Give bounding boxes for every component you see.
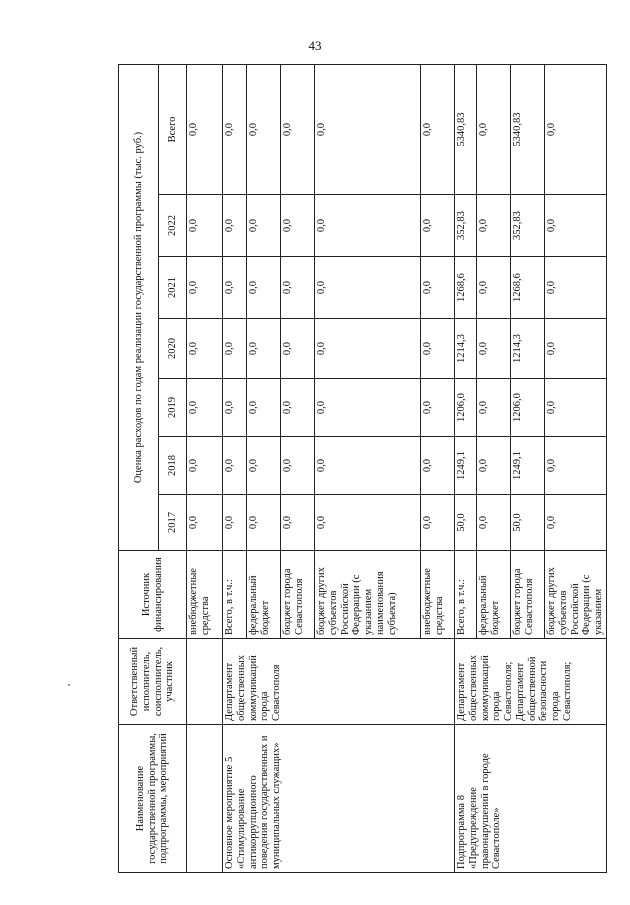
cell-total: 0,0 <box>545 64 607 194</box>
cell-value: 0,0 <box>223 195 247 257</box>
cell-value: 0,0 <box>223 257 247 319</box>
header-year: 2019 <box>159 379 187 437</box>
cell-value: 0,0 <box>545 195 607 257</box>
cell-value: 1268,6 <box>511 257 545 319</box>
cell-total: 0,0 <box>223 64 247 194</box>
page-number: 43 <box>308 38 322 53</box>
cell-source: федеральный бюджет <box>247 551 281 639</box>
cell-value: 0,0 <box>421 319 455 379</box>
cell-value: 0,0 <box>545 495 607 551</box>
cell-executor <box>187 639 223 725</box>
cell-value: 1249,1 <box>511 437 545 495</box>
cell-value: 0,0 <box>421 257 455 319</box>
cell-value: 0,0 <box>187 319 223 379</box>
cell-value: 0,0 <box>477 495 511 551</box>
cell-value: 1268,6 <box>455 257 477 319</box>
cell-value: 0,0 <box>187 379 223 437</box>
cell-value: 0,0 <box>247 257 281 319</box>
cell-value: 0,0 <box>477 379 511 437</box>
cell-value: 0,0 <box>281 319 315 379</box>
cell-source: Всего, в т.ч.: <box>455 551 477 639</box>
cell-value: 0,0 <box>247 437 281 495</box>
header-year: 2021 <box>159 257 187 319</box>
cell-value: 0,0 <box>281 257 315 319</box>
cell-value: 1206,0 <box>511 379 545 437</box>
header-year: 2018 <box>159 437 187 495</box>
header-executor: Ответственный исполнитель, соисполнитель, участник <box>119 639 187 725</box>
cell-value: 0,0 <box>187 195 223 257</box>
cell-value: 0,0 <box>223 437 247 495</box>
header-total: Всего <box>159 64 187 194</box>
cell-source: внебюджетные средства <box>187 551 223 639</box>
table-row <box>455 64 477 872</box>
cell-name: Подпрограмма 8 «Предупреждение правонарушений в городе Севастополе» <box>455 725 607 873</box>
cell-value: 0,0 <box>187 437 223 495</box>
cell-value: 0,0 <box>545 379 607 437</box>
cell-total: 0,0 <box>187 64 223 194</box>
cell-value: 0,0 <box>477 257 511 319</box>
cell-value: 0,0 <box>315 437 421 495</box>
cell-total: 0,0 <box>315 64 421 194</box>
cell-value: 0,0 <box>315 195 421 257</box>
cell-value: 0,0 <box>477 319 511 379</box>
cell-value: 0,0 <box>315 379 421 437</box>
cell-name: Основное мероприятие 5 «Стимулирование антикоррупционного поведения государственных и муниципальных служащих» <box>223 725 455 873</box>
cell-value: 1214,3 <box>455 319 477 379</box>
budget-table <box>118 64 607 873</box>
cell-value: 1249,1 <box>455 437 477 495</box>
cell-total: 0,0 <box>281 64 315 194</box>
cell-value: 50,0 <box>511 495 545 551</box>
cell-total: 0,0 <box>477 64 511 194</box>
cell-value: 50,0 <box>455 495 477 551</box>
cell-value: 352,83 <box>455 195 477 257</box>
table-body <box>187 64 607 872</box>
cell-source: бюджет других субъектов Российской Федерации (с указанием наименования субъекта) <box>315 551 421 639</box>
header-name: Наименование государственной программы, подпрограммы, мероприятий <box>119 725 187 873</box>
cell-value: 0,0 <box>281 437 315 495</box>
cell-value: 1214,3 <box>511 319 545 379</box>
header-year: 2022 <box>159 195 187 257</box>
cell-value: 0,0 <box>421 495 455 551</box>
cell-value: 0,0 <box>247 495 281 551</box>
rotated-table-container <box>118 65 604 873</box>
cell-source: бюджет города Севастополя <box>511 551 545 639</box>
cell-total: 5340,83 <box>455 64 477 194</box>
cell-executor: Департамент общественных коммуникаций города Севастополя; Департамент общественной безопасности города Севастополя; <box>455 639 607 725</box>
cell-total: 0,0 <box>247 64 281 194</box>
cell-total: 0,0 <box>421 64 455 194</box>
cell-value: 0,0 <box>315 257 421 319</box>
cell-value: 0,0 <box>223 495 247 551</box>
cell-source: внебюджетные средства <box>421 551 455 639</box>
scan-speck <box>68 684 70 686</box>
header-source: Источник финансирования <box>119 551 187 639</box>
cell-value: 0,0 <box>545 319 607 379</box>
cell-value: 0,0 <box>187 257 223 319</box>
cell-value: 0,0 <box>315 319 421 379</box>
cell-name <box>187 725 223 873</box>
cell-source: Всего, в т.ч.: <box>223 551 247 639</box>
cell-value: 0,0 <box>247 195 281 257</box>
cell-executor: Департамент общественных коммуникаций города Севастополя <box>223 639 455 725</box>
header-year: 2017 <box>159 495 187 551</box>
cell-value: 0,0 <box>421 379 455 437</box>
header-year: 2020 <box>159 319 187 379</box>
cell-value: 0,0 <box>477 195 511 257</box>
table-row <box>223 64 247 872</box>
cell-value: 0,0 <box>281 495 315 551</box>
cell-value: 0,0 <box>421 195 455 257</box>
cell-value: 0,0 <box>545 257 607 319</box>
cell-value: 0,0 <box>281 379 315 437</box>
cell-value: 0,0 <box>545 437 607 495</box>
cell-source: бюджет города Севастополя <box>281 551 315 639</box>
cell-value: 0,0 <box>223 379 247 437</box>
cell-value: 1206,0 <box>455 379 477 437</box>
cell-value: 0,0 <box>421 437 455 495</box>
cell-value: 0,0 <box>281 195 315 257</box>
cell-value: 0,0 <box>223 319 247 379</box>
cell-value: 352,83 <box>511 195 545 257</box>
cell-source: бюджет других субъектов Российской Федерации (с указанием <box>545 551 607 639</box>
table-row <box>187 64 223 872</box>
cell-value: 0,0 <box>187 495 223 551</box>
cell-total: 5340,83 <box>511 64 545 194</box>
header-estimate: Оценка расходов по годам реализации государственной программы (тыс. руб.) <box>119 64 159 550</box>
cell-source: федеральный бюджет <box>477 551 511 639</box>
cell-value: 0,0 <box>247 319 281 379</box>
cell-value: 0,0 <box>247 379 281 437</box>
cell-value: 0,0 <box>315 495 421 551</box>
cell-value: 0,0 <box>477 437 511 495</box>
